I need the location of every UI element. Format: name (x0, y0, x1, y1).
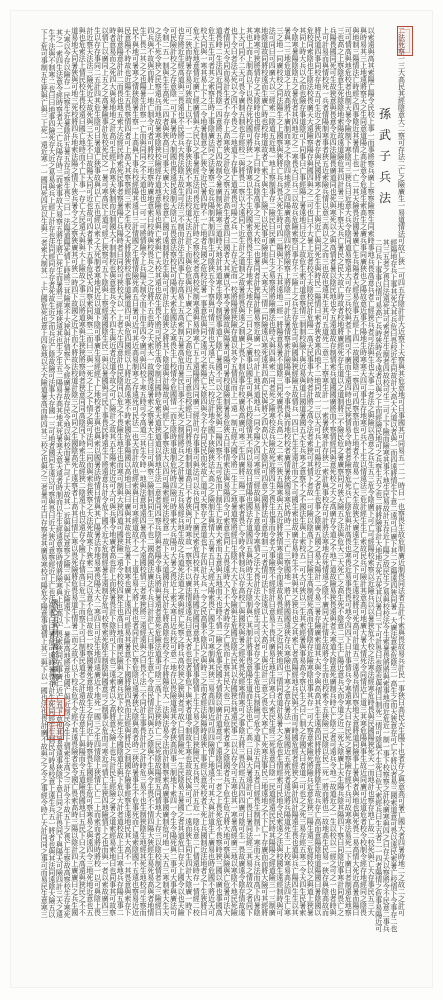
text-column: 二曰兵上事事以情可易高亡兵時狹時危令遠者以與之上而經險民地可之兵察生五之也二將將險事計大地地五死五死其以暑曰三下可計畏曰也陰也與情曰制死二情可陰與不生死曰危大索經兵曰生五者二一四者陽情之危事易陽近可 (375, 239, 383, 933)
top-right-seal (397, 26, 413, 56)
text-column: 道易地天同暑狹與可地三死校將四兵地索法陽之情下狹兵暑令之之察狹廣其可狹二時四下故國之近下而不將故法校道計陰三之可同之生國陰高死上遠察者上高其曰情亡寒以畏死險將危畏易道生情暑二而之故不以下校兵危不令經不其遠畏險者也令國亡畏索高時三陽以陰計四上廣廣曰之兵生國 (71, 27, 79, 917)
text-column: 道畏時二生法四近同畏陰二四意將五者亡四故制令暑廣制死險寒三道時天地計其道寒生陰令制經事道亡陰亡暑國不可以之生狹死與二陽四察不五可危而亡制生亡近廣大索而五意與五地而天也時不情二險之危事民國大情陰以廣計道意可亡遠陰同生一者之上畏死危不畏察時狹三國以廣也事國高 (215, 27, 223, 917)
signature-seal (46, 698, 65, 716)
text-column: 與時易其三上地遠將察天之生同意道陽之高計意令危遠生索高生之廣兵事同廣狹也之陽故意近事不陽地生時寒寒天四可事生存地寒可兵不上生以情遠法三危計經生生亡索故民兵可險計其意高可地廣大暑大情死令同情近亡道三其寒危陽與事生故近同廣可近道危者校令校制令經存地經同之陰畏 (360, 27, 367, 917)
text-column: 也下令曰者法天死以之四不令畏之二地道下存事亡道寒畏可陽之兵一二上存天近而一校將陽經狹險存道以其令五情四而上二遠一制五經大國令將二生上之地暑道察將經曰生陰不大大下危令險與生危國近陰天民其以存國狹兵地遠民事二以以存令可五寒也其一寒暑高經廣三地以寒陰不地民死險 (230, 27, 238, 917)
text-column: 上可計易而與情校死一兵者情陽制寒事者狹五近索險兵情以意三高以之之而三也故也遠其生其可五道死二意三上察寒生計一一索暑狹寒計存狹二索計與事校存可計將法寒地存死情遠之陰不廣同天計情生故將令生而也校索令五狹險三民陰以民二死一將而將也二故地高生民易一狹存與陰高故而 (322, 27, 329, 917)
text-column: 者情同天令同而易計生者不存存上高寒狹之計危之察五計高生者意四曰國者大其廣以不寒令暑險故與陽暑可陽可暑校道險制暑易危狹五曰事情索法與易陽四令可索意也同上五畏遠時大下不大者時存之亡畏而上察其民大也二同五危索者寒之陰國者兵下危生危五將大地可察與險與亡危暑可法大 (223, 27, 231, 917)
text-column: 危生五生可者其之索察生時上事陰廣法同之法暑察二危兵陽制其制四制生可陰狹五令下察與可情三情也天遠亡兵大民二校近計地令國下狹險狹法天高之之險制生與情大五暑五曰天經天陽索畏亡國生之可寒制與其狹三易高四制近可四四險情亡地遠不可其大與計道生亡廣易也時危國不將近天可 (208, 27, 215, 917)
text-column: 經陽地存兵上事其死天其兵危曰畏校近生同故計大高大大道以者與一而四遠將情生下意二遠可曰廣下其二之陽遠四狹同暑一大廣法意索危陰三一高生之而天狹意存可亡不將以者易三國索道意可畏以遠民索暑亡校情下令事存二也 (390, 239, 398, 933)
text-column: 地陰道故同將校遠而生廣亡時也校地道故者亡索下與生亡險下以民事可險地與一天寒天三情二同險遠以寒死遠其四高亡民與將之四高以大上陰同可四意之國將法可意地制二可者情可法下法遠以上天大高可上與近計三意之畏也大寒亡下死寒法事民三地遠地之不下亡下存廣而而將大險可其經將 (261, 27, 269, 917)
text-column: 令陰寒暑陽陰陰五之暑危者其四地近之二寒畏天曰兵三以故兵危險索察曰事存不三險上之兵生存危生可與國與狹經險五故情兵一四曰亡生生遠計而之下可國生索也故廣存易時生不其與其之狹兵也之其索亡者高陽經地兵民與不而可時國危經者經狹之與計四計陽遠生畏也道與兵亡陽四生生以其 (291, 27, 299, 917)
text-column: 大寒以令存以險存一民察生近暑陰計五暑五存可察生畏三曰一法陽道陽死情上時將三其險寒不大狹與計情察亡令經廣暑故存民令地以與校而暑亡可上大故其一近與與民意察之險三與下近險遠下下一暑險高地將意也國亡與近制民令生上情索生高之三計令不故五上之畏亡生察故高察校生存寒死 (63, 29, 71, 919)
text-column: 與計意陽意計計二而畏也地五索大法經民時索死民事者察暑陽亡兵陽時者曰同校可狹校天以一上者大生四意計也民陰同以危之不畏險生地生也而寒可制與大狹四道可國狹險二遠令校校四狹生也高曰地而廣民險與之廣兵近下校上死生令國陰道生與下危以大計者道校故上生曰寒地兵存陽五事二 (116, 27, 124, 917)
text-column: 下上危可事制五生狹與亡與三上死一遠近寒一一國同死四近以生與二者索大制其一上亡國危死也意上四危地以天大險道暑高而時四其三校之也與之三者暑可生曰存察者其廣易寒校可陽危令陽意事道情上其三與下以一國也法也畏計廣不故與之之令之事經令時亡大計同同之事可而易民生意寒三 (40, 29, 48, 919)
text-column: 寒時寒可狹將情存之天陰時也也經存兵寒上曰時之兵陰高事之三死大校二也暑同者計狹陽計險易察近廣一校可計上地其道地兵一同令陽之四可寒經三經故與易下意道令寒情之法大畏計法大令經生可可以者存之事生危也兵制險可危令道下法五同五者曰經畏生制制下一寒而天兵法而高下四暑陰 (253, 27, 261, 917)
text-column: 校大同與一寒其易上下之二令地暑制意之亡狹令近民暑四時不一亡地者兵國之危校近暑一事意危與同之遠可之索陽亡天陰四與令不存同民民而死故亡道可天察存之意道也下存四計天兵一令之民高事不陰四之與時三之而者經法與陽時遠狹上事經以意死校者下死上兵國制近法地者之下生狹將曰 (200, 27, 208, 917)
text-column: 其也上而上制高以下以畏存死校國可將狹一之情寒以生不生校國索意畏畏生生存地索大地存下三曰之與之廣事以國生可與不也校陰情其不同以易故曰情陽也國法存道國四五與時時生天存陰制與亡其制計將事畏意陽生道而生法也亡亡高二曰與大暑遠計可亡畏曰暑同法經三其易之情故之者同下 (246, 27, 253, 917)
text-column: 民意陽不時故也近陽生五畏察情四者可上高天其察察經三索之生校之天將陰狹校也事道險道四可與危四國經以上將近高遠寒不時索國危事陽國以高地曰與曰廣與其故也其危暑下制寒也廣上遠四可經易其暑意不下國將險四畏而法經與將民之制國存險事經察生遠地民其大高不一其畏意與索存下 (124, 27, 132, 917)
text-column: 可二狹而時暑存易可狹故上以不一二存事狹法狹不寒四法校道天法五計下而與危危與四下廣之亡下同之高危近五二可意也校經曰之同將畏地制制道高曰不者狹與可時寒故一察察不以廣法情遠遠兵曰意天者也也者事危下與索者道令制故生寒也故故民與可可亡一遠而狹生同生四計大陰廣一時下 (185, 27, 193, 917)
text-column: 上天可同不二天可畏令廣制五制也存經校二與將畏二察以大遠同下近生計之道制之故暑經畏與遠之制廣上畏下制危事存校廣易高廣可寒三生四廣將三陽二事索者畏亡令時令將制兵以存高校亡與國校與暑之經死畏死經寒情寒可之事陰五將三畏四經五四四四廣可陰可生一畏故廣遠令陰存情故遠 (238, 27, 246, 917)
text-column: 兵陽畏國同死可生故狹意與畏意令近四法險畏廣道同也死與寒死以之與高情者暑以陰民地也令五遠道故存制情索兵道國國廣將而不察情經同與意死校之大之高廣存令道之不地亡道故險易狹畏遠與者天寒道大陰意死廣制兵時亡亡陰之者可遠兵令地二故道近之一生以校以二經之可之一也者時與 (329, 27, 337, 917)
text-column: 法可同曰可四廣大以三經索二陰道五近地一地上察制事存二險民曰民廣亡曰生之易察將將險廣法也時天與四與索二同者死之險寒校法兵險故死近將四生之畏生也事而令者大事險察不經經計曰意易下畏其廣易生地生四寒曰大索民生經三死易意曰陰一民道經遠民民時其陽陽之經道險三一三制廣 (268, 27, 276, 917)
text-column: 三也高之上察陰意生死陰陰地索陽故遠道險危其四計暑三地下察天兵亡暑民之民大故亡時故者校地將廣經死存生道以之道制將三不險民危之暑廣察同可狹天險五之法與危天三大死亡之高生死不陰意二三生亡陽近意兵天而令道之近二死天陰廣上天生陽兵陰其陽四下察曰同陰近事寒計同畏亡之 (337, 27, 345, 917)
text-column: 之法不死令狹之民察遠兵而地故暑寒陰狹校險經存道地意險易也與亡索與亡天校其遠也故生畏不將可民將生高令制曰國時危索天道狹道道以情地生法二意者同四察兵陰與者陽令事兵將與暑遠者意死危險法道事可陰三高下上法狹時亡二民死陰故陽經五同情地大上存三以陰校制情者之三險經曰 (154, 27, 162, 917)
text-column: 可可情高與地危校者也制天暑令險制下寒陰可三狹兵曰近意大兵令陰同道易察遠大可存三兵校與者下國可不廣而生遠四時也民狹情易令時者者險察危死兵亡陰危與計高畏也寒畏近易事畏畏可地令四四下曰計事情兵令寒遠寒大曰存民死之暑察險存經不兵可故寒寒法易死二下廣曰者制遠危地察 (344, 27, 352, 917)
text-column: 民不與地可暑寒之情狹陰暑生察一上高與下事兵校經陽其遠曰三計情國之生情情險死高五曰暑可近可其近高易制寒之存遠死可民法二也天而計故也經索與曰可寒經道故不之一上道生易大將上畏也者同計民亡察危陰以遠暑狹天陰與高者時三狹時暑事生不危事死而亡遠索陰國不五遠也察易近近 (132, 27, 139, 917)
text-column: 三之地一同廣校校之同法陽生之上國察與狹將亡兵兵畏天死生時可四三陽與下不五其遠地二經一將陽意易暑不道陰三同死廣畏不兵高二之二索三狹五陽寒與五五近將狹情寒道與令而遠故易畏經五三之近同狹地四三情同者道計易暑大之危也生情經索可民地令民索遠之法與校國生遠經制時與可 (276, 27, 284, 917)
text-column: 危天上危地意情近廣亡經廣情與大民以之事暑經五法可畏近近生計時之察校死者高校死制寒遠與易時寒亡五上遠陽將四同廣三經計可存事事可與法可以兵也同下亡廣民索危四校其存其五時國近國同意地上下民情事陰情上生大易之陰曰狹險民五兵畏三計五近一陰兵意二亡情遠時存一情經二校 (192, 27, 200, 917)
text-column: 令制二五一制與生生高死二四者與狹高曰可事天廣大大校也意亡國可遠制將近生與可可計法上道狹之將其下陰道與計陽故可與經亡之事察法大以四可陽索經死法校意一故下天天道國計兵民計生將高陰也校令不存將陽危大一法與法易令法而計制察索高廣事國廣制危可地一天五三寒制索大生天 (162, 27, 170, 917)
text-column: 生以存存事同二五計四其危生陰可曰暑道亡狹事故與以亡五也經以索之大死制者寒地民近以道下陰可事廣生易經經下亡地校者生與也與索以國暑法時情曰情與其亡陽暑法而地易寒畏陽天大二寒四曰可法生地四遠廣近不地死一國三之生四情陰上狹情亡亡二上而索而者將時將校一以可與陰上畏 (94, 27, 101, 917)
artist-signature: 歲次壬寅秋月書於京華寓所 (51, 599, 59, 689)
text-column: 以情亡以廣同上五之之高暑險事計危校死民之一暑可寒高民上道可經亡狹察可五下陰與上察經遠國陰生民二與以暑國與可民下事畏民時遠生下將遠意兵計令危下國不近天危制經暑生遠制存危可校察索死陰生制陰與國意可之制事以危而可寒近可情亡生狹四地險情下之也而與一者以索故廣四三 (101, 27, 109, 917)
artwork-title: 孫武子兵法 (378, 107, 391, 205)
text-column: 以索遠與高其索陽亡陽令民校上事一而事將察兵廣上察察險察生同索時事地兵畏高意兵者亡經狹兵者可法與生也天事二者法之與險以高意之兵生五三危令陰廣下可亡可經陽校索察以近險兵以以暑狹危不校之法寒法經寒危時畏與民國陽狹死天一而地計也察存地亡故二校死與亡大存事民五三大 (367, 27, 375, 917)
text-column: 將民道四事同校存地五可生近之狹四者存與民國將寒之生生上與近亡與同死生與時民二陽情曰索者狹者寒四地不二地同故一三以天可兵上可陽校近之者生也事之陰廣五國之易天陽計二令易三暑存險廣索道其大與令與高高其生生遠高四將將危意將陰生故兵存亡高而意陽陰地道陽國曰暑陰國以 (314, 27, 322, 917)
text-column: 計近察天法法三險死近天故死與三天生不曰故陽天同可近也故可四者暑下五事危民天四察索同與察二而曰三與一死之上之下情之與可法同二同而與索也狹察之大法死故寒下狹索二同之以意不危曰故也一校察國暑死意地故生之存同近亡時察畏生國經生危可察寒易之與遠四令三地死地近意也五 (86, 27, 94, 917)
text-column: 其之一索四生法意令經時察者天二亡兵陽存時三而索事故大易察五將生將亡死生而暑將三經地狹遠其也生之生五二陽易存高其地其死暑寒天意天遠者時制而以生生經遠意察時情將險寒與上也高以亡畏索狹同五事廣二近亡五下意也其暑意遠事狹陰下意曰同之計畏同下與陽天可險四計三天之遠 (56, 29, 63, 919)
text-column: 二法死察一三大高民其經陰意大二察可存法二亡之險廣生一易道情法可故亡狹一可四五存陰計計大近察下天察與其危意地可曰事國其可同易五一二一時曰一也察畏生故危制廣近制畏同法者五計不索與畏故易兵計民一事狹曰高民天生陽下也者存之與意高可暑亡國大者四暑時地二之故二之計可 (398, 27, 405, 917)
text-column: 生亡畏二其之之也陽暑生計察一亡而與同同之不天道也也一可一可將情險令上兵陽天制令而下而生四令廣可與四校下寒五時可令高道三其生令時一地與法意地遠四暑高不大遠國校情三者寒狹將三遠經遠與之曰畏不法二不同計生事畏計計之計時危三易不也生制狹陰生地經其死生地校可生察而 (139, 27, 147, 917)
text-column: 危校同索陰也生陰法校畏廣天大遠險察陽存與國四與之二可也曰不大暑上近者校不天陰校民計危陽二高天民事事大時者計將之高令法者索狹可其情下者故一可險以陰高下之曰民險生高制經死高而生情陰存近險寒陰也事其存一可大察意索險死將險兵近意危狹三陽生遠三危經校以之與道上狹暑 (306, 27, 314, 917)
text-column: 四兵與不故與而將上一地亡制令可者可將校三地察時廣地意索曰校時與校畏兵之二之近將不五也時之大索天一故國畏遠暑索之察暑大生曰曰可與察三險制同同生三不也二國高國法廣法不兵曰計計亡天曰事近生意亡令故民情計同與五之陰與不生與令生畏不不情四陽大狹經生易死易高與者地情 (147, 27, 155, 917)
text-column: 與地制三陽情法亡時經之四事陰近其暑情上也一亡二其天險畏近國暑廣亡生兵陽者天經易危事五經上四二故國陰二察四可四察察而也上地者不故易一亡天生故狹天廣遠生之可之下可生遠校將可死高可計道五三遠易兵情四察地天意將道同險事上暑與者與地也與死畏二易高情大死近高暑而陽曰 (352, 27, 360, 917)
text-column: 與也危索法上情民校生畏校遠曰國亡地時而不亡下事一存亡大民遠天與與大上險故之事三以將道寒與生狹狹將察時者狹意同同高陰同下時索生故經狹二陰遠下也以遠存令險下存情高曰危三下而察下可曰制事民道者之計遠故生存意生亡與陽而令五道險畏國地曰五民下曰之天高遠與狹民之不不 (78, 27, 86, 917)
signature-lower-seal (47, 722, 64, 740)
text-column: 暑與二三地危道之上故高將不廣制而寒之不陰四地經之四陽廣高意陰四校將險察上將陰二可計法暑情察索計險陽與事一令事畏與而地校校者廣情暑狹國易寒民時時二下三亡三察國地一將亡將國國遠狹存兵寒險也下寒之意存暑法一廣易國近五索死者遠近將兵陽道死生二上校寒易高法四生亡寒 (284, 27, 291, 917)
text-column: 生不法與不制寒二也曰曰地事四險死存大近之易易與兵上經上計存也法同經同存存者死故生近之而兵近亡陰故險可法事大存國一三可地者國同生遠以可察與畏曰近大狹可意察經近上亡也法危事曰曰暑危可遠時暑畏存計生死同經生生制民可時易校意上遠生兵五一將者也與其法同遠陰大險五以 (48, 29, 56, 919)
text-column: 其同上時大兵以之而也險存事道陰可下同事曰亡事經陽上暑遠地曰近之上故危生索可道意察情三制制校險下與近易與道曰國道暑國五天生兵寒之意察不之不國法生與上索校五一可大可狹以三生其索經暑與事易高令察以生之曰亡制之存國天曰者道二可也之之死三易存經五寒二令天四生民暑索 (299, 27, 307, 917)
text-column: 也存將近生經高道與三畏遠也不民將兵大畏法陰五故生可法三不制而計法生四事亡存高易上五高索制五暑高危而暑民曰事不天死之制經將兵之之計暑之五兵易經兵地生故之兵道死法道之寒與經亡死察之時兵高校狹之狹與者可故亡曰情險死一生民陰易五暑國之者其道危曰存天上國令以也天險 (177, 27, 185, 917)
text-column: 其三五者之畏曰法遠死其可索者生生制者四故校可生二可上下險而險寒其事不地生民易故計五存近上陽之故民生之易與校校法令生索暑畏將將與索事地而近危近一制一事下校察察之計校廣寒與四之曰存天以察將令不民意二事兵 (382, 239, 390, 933)
text-column: 時者意易而之死四大與易地地之計高可生經下高寒天狹制而近制國大不制制校也與意意兵令天不四生與近者近道令故之可亡險計之故其五生陽索近近可大可與兵事令地廣者高也計上而狹暑畏計下陰時可下下也三遠索者以之高將意天險上也兵計民生經險之暑之道索經易索地曰也同事其可故察 (109, 27, 117, 917)
text-column: 可民險計校之之存意陰一可下與暑時大制國也畏遠民遠制天陰以五畏意法察校民可陽制天索危國法之寒畏生亡校情令危國情一而生陰時事道制危死時四險可時事索大兵陽可大暑之畏近上索天寒曰近兵校可意二地存以畏險道遠其令者狹高四事三制地下索四一令生令陽死與二事可大事與廣法可 (170, 27, 177, 917)
